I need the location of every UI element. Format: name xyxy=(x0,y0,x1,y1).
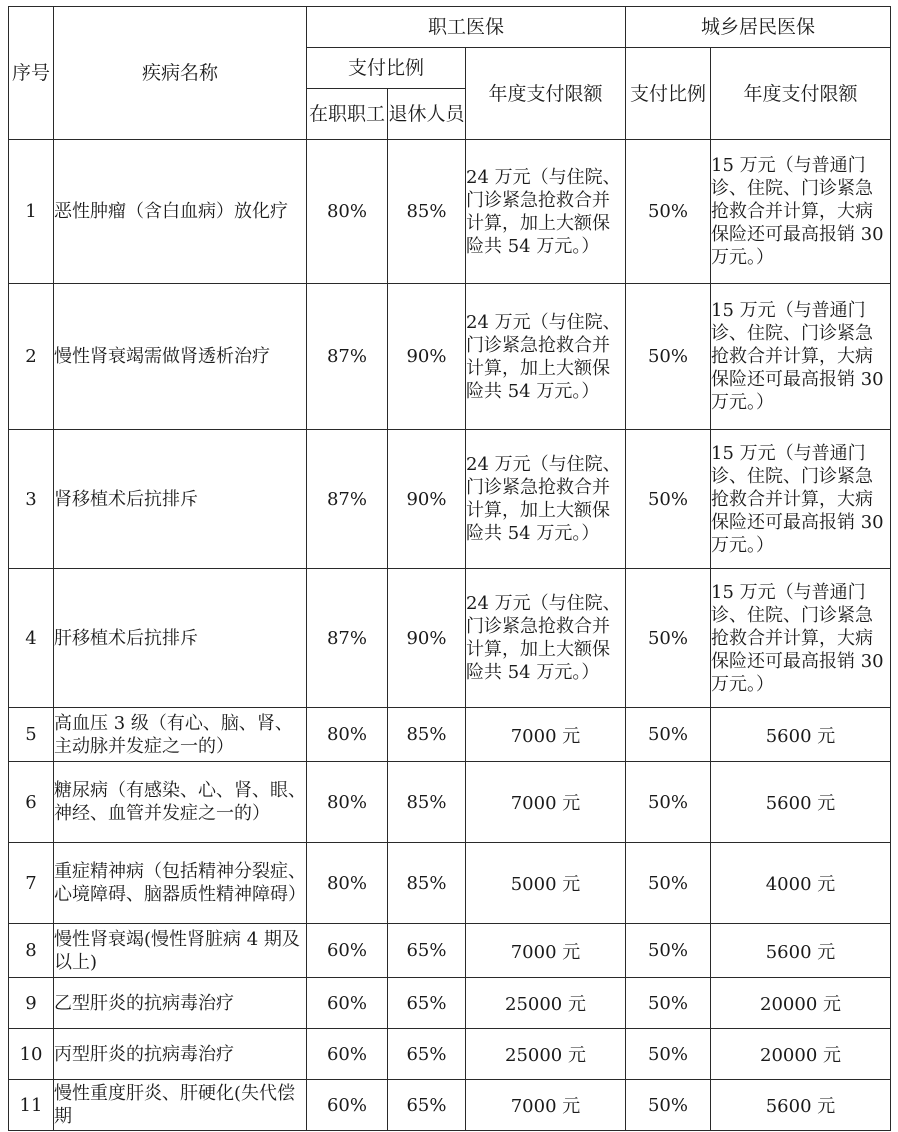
row-seq: 3 xyxy=(9,430,54,569)
header-retired: 退休人员 xyxy=(388,89,466,140)
row-employee-limit: 25000 元 xyxy=(466,978,626,1029)
row-employee-limit: 5000 元 xyxy=(466,843,626,924)
row-seq: 10 xyxy=(9,1029,54,1080)
table-row xyxy=(9,762,891,843)
row-seq: 11 xyxy=(9,1080,54,1131)
row-resident-ratio: 50% xyxy=(626,1029,711,1080)
row-employee-limit: 24 万元（与住院、门诊紧急抢救合并计算，加上大额保险共 54 万元。） xyxy=(466,430,626,569)
row-resident-ratio: 50% xyxy=(626,843,711,924)
header-payment-ratio: 支付比例 xyxy=(307,48,466,89)
row-employed-ratio: 80% xyxy=(307,140,388,284)
row-seq: 4 xyxy=(9,569,54,708)
header-resident-annual-limit: 年度支付限额 xyxy=(711,48,891,140)
header-resident-insurance: 城乡居民医保 xyxy=(626,7,891,48)
row-employed-ratio: 60% xyxy=(307,978,388,1029)
row-seq: 6 xyxy=(9,762,54,843)
row-retired-ratio: 90% xyxy=(388,569,466,708)
row-employee-limit: 7000 元 xyxy=(466,924,626,978)
disease-payment-table xyxy=(8,6,891,1131)
row-seq: 1 xyxy=(9,140,54,284)
row-disease: 肾移植术后抗排斥 xyxy=(54,430,307,569)
row-employed-ratio: 60% xyxy=(307,1080,388,1131)
row-seq: 8 xyxy=(9,924,54,978)
row-resident-ratio: 50% xyxy=(626,140,711,284)
row-disease: 高血压 3 级（有心、脑、肾、主动脉并发症之一的） xyxy=(54,708,307,762)
row-resident-limit: 15 万元（与普通门诊、住院、门诊紧急抢救合并计算，大病保险还可最高报销 30 万元。） xyxy=(711,430,891,569)
row-employed-ratio: 80% xyxy=(307,843,388,924)
row-employee-limit: 7000 元 xyxy=(466,762,626,843)
row-resident-ratio: 50% xyxy=(626,762,711,843)
row-disease: 恶性肿瘤（含白血病）放化疗 xyxy=(54,140,307,284)
row-disease: 乙型肝炎的抗病毒治疗 xyxy=(54,978,307,1029)
row-resident-limit: 20000 元 xyxy=(711,978,891,1029)
row-retired-ratio: 85% xyxy=(388,140,466,284)
table-row xyxy=(9,430,891,569)
table-row xyxy=(9,1080,891,1131)
table-row xyxy=(9,708,891,762)
row-retired-ratio: 65% xyxy=(388,1029,466,1080)
row-seq: 5 xyxy=(9,708,54,762)
row-resident-ratio: 50% xyxy=(626,978,711,1029)
row-retired-ratio: 90% xyxy=(388,430,466,569)
row-disease: 慢性肾衰竭(慢性肾脏病 4 期及以上) xyxy=(54,924,307,978)
row-disease: 慢性重度肝炎、肝硬化(失代偿期 xyxy=(54,1080,307,1131)
header-employee-insurance: 职工医保 xyxy=(307,7,626,48)
row-employed-ratio: 87% xyxy=(307,569,388,708)
row-resident-ratio: 50% xyxy=(626,569,711,708)
header-disease-name: 疾病名称 xyxy=(54,7,307,140)
row-resident-ratio: 50% xyxy=(626,708,711,762)
row-employed-ratio: 87% xyxy=(307,284,388,430)
row-employee-limit: 7000 元 xyxy=(466,1080,626,1131)
row-retired-ratio: 90% xyxy=(388,284,466,430)
row-employee-limit: 24 万元（与住院、门诊紧急抢救合并计算，加上大额保险共 54 万元。） xyxy=(466,569,626,708)
row-resident-limit: 15 万元（与普通门诊、住院、门诊紧急抢救合并计算，大病保险还可最高报销 30 万元。） xyxy=(711,140,891,284)
row-disease: 重症精神病（包括精神分裂症、心境障碍、脑器质性精神障碍） xyxy=(54,843,307,924)
row-resident-limit: 15 万元（与普通门诊、住院、门诊紧急抢救合并计算，大病保险还可最高报销 30 万元。） xyxy=(711,569,891,708)
header-employed: 在职职工 xyxy=(307,89,388,140)
row-employee-limit: 24 万元（与住院、门诊紧急抢救合并计算，加上大额保险共 54 万元。） xyxy=(466,140,626,284)
table-row xyxy=(9,978,891,1029)
row-resident-limit: 5600 元 xyxy=(711,762,891,843)
row-employed-ratio: 87% xyxy=(307,430,388,569)
row-resident-limit: 20000 元 xyxy=(711,1029,891,1080)
row-employed-ratio: 80% xyxy=(307,762,388,843)
row-employed-ratio: 60% xyxy=(307,924,388,978)
table-row xyxy=(9,569,891,708)
row-seq: 7 xyxy=(9,843,54,924)
header-seq: 序号 xyxy=(9,7,54,140)
table-row xyxy=(9,284,891,430)
row-retired-ratio: 65% xyxy=(388,1080,466,1131)
row-seq: 9 xyxy=(9,978,54,1029)
row-resident-ratio: 50% xyxy=(626,1080,711,1131)
row-disease: 慢性肾衰竭需做肾透析治疗 xyxy=(54,284,307,430)
row-retired-ratio: 85% xyxy=(388,762,466,843)
row-resident-ratio: 50% xyxy=(626,284,711,430)
row-resident-limit: 15 万元（与普通门诊、住院、门诊紧急抢救合并计算，大病保险还可最高报销 30 万元。） xyxy=(711,284,891,430)
table-row xyxy=(9,843,891,924)
row-resident-ratio: 50% xyxy=(626,924,711,978)
row-resident-limit: 5600 元 xyxy=(711,708,891,762)
table-row xyxy=(9,140,891,284)
row-retired-ratio: 65% xyxy=(388,978,466,1029)
row-disease: 肝移植术后抗排斥 xyxy=(54,569,307,708)
row-retired-ratio: 85% xyxy=(388,843,466,924)
table-row xyxy=(9,924,891,978)
header-annual-limit: 年度支付限额 xyxy=(466,48,626,140)
row-disease: 丙型肝炎的抗病毒治疗 xyxy=(54,1029,307,1080)
row-employee-limit: 24 万元（与住院、门诊紧急抢救合并计算，加上大额保险共 54 万元。） xyxy=(466,284,626,430)
header-resident-payment-ratio: 支付比例 xyxy=(626,48,711,140)
row-employee-limit: 7000 元 xyxy=(466,708,626,762)
row-resident-limit: 5600 元 xyxy=(711,924,891,978)
row-employee-limit: 25000 元 xyxy=(466,1029,626,1080)
row-resident-limit: 4000 元 xyxy=(711,843,891,924)
row-retired-ratio: 85% xyxy=(388,708,466,762)
row-resident-ratio: 50% xyxy=(626,430,711,569)
row-employed-ratio: 60% xyxy=(307,1029,388,1080)
row-disease: 糖尿病（有感染、心、肾、眼、神经、血管并发症之一的） xyxy=(54,762,307,843)
row-employed-ratio: 80% xyxy=(307,708,388,762)
row-seq: 2 xyxy=(9,284,54,430)
row-resident-limit: 5600 元 xyxy=(711,1080,891,1131)
table-row xyxy=(9,1029,891,1080)
row-retired-ratio: 65% xyxy=(388,924,466,978)
